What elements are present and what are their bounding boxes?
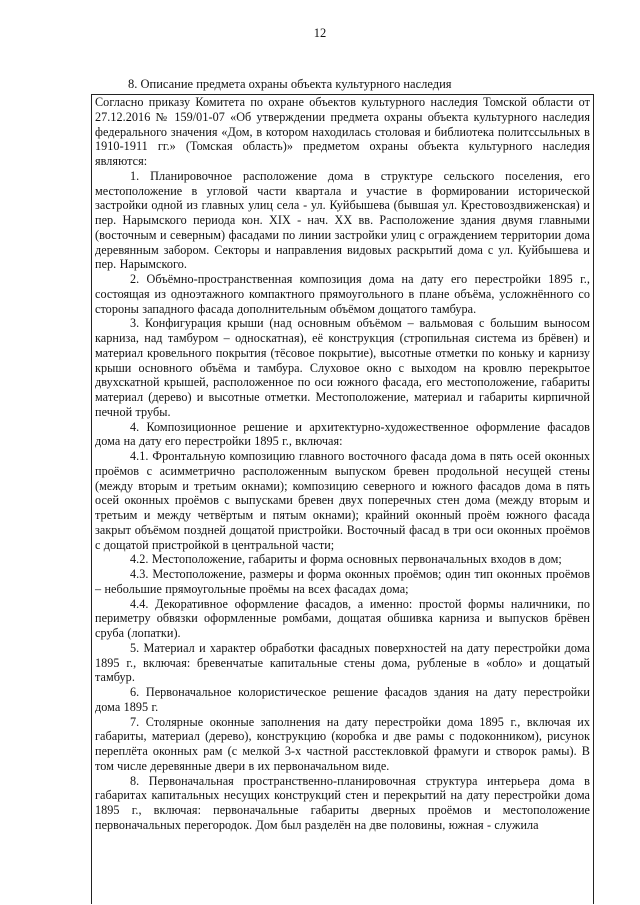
page-number: 12	[313, 26, 327, 40]
protection-subject-box	[91, 94, 594, 904]
paragraph-item-4-2: 4.2. Местоположение, габариты и форма основных первоначальных входов в дом;	[130, 552, 562, 567]
paragraph-item-4: 4. Композиционное решение и архитектурно-художественное оформление фасадов дома на дату его перестройки 1895 г., включая:	[95, 419, 590, 449]
intro-paragraph: Согласно приказу Комитета по охране объектов культурного наследия Томской области от 27.12.2016 № 159/01-07 «Об утверждении предмета охраны объекта культурного наследия федерального значения «Дом, в котором находилась столовая и библиотека политссыльных в 1910-1911 гг.» (Томская область)» предметом охраны объекта культурного наследия являются:	[95, 95, 590, 168]
paragraph-item-6: 6. Первоначальное колористическое решение фасадов здания на дату перестройки дома 1895 г.	[95, 685, 590, 714]
paragraph-item-8: 8. Первоначальная пространственно-планировочная структура интерьера дома в габаритах капитальных несущих конструкций стен и перекрытий на дату перестройки дома 1895 г., включая: первоначальные габариты дверных проёмов и местоположение первоначальных перегородок. Дом был разделён на две половины, южная - служила	[95, 773, 590, 832]
paragraph-item-1: 1. Планировочное расположение дома в структуре сельского поселения, его местоположение в угловой части квартала и участие в формировании исторической застройки одной из главных улиц села - ул. Куйбышева (бывшая ул. Крестовоздвиженская) и пер. Нарымского периода кон. XIX - нач. XX вв. Расположение здания двумя главными (восточным и северным) фасадами по линии застройки улиц с ограждением территории дома деревянным забором. Секторы и направления видовых раскрытий дома с ул. Куйбышева и пер. Нарымского.	[95, 168, 590, 272]
paragraph-item-4-3: 4.3. Местоположение, размеры и форма оконных проёмов; один тип оконных проёмов – небольшие прямоугольные проёмы на всех фасадах дома;	[95, 567, 590, 596]
paragraph-item-4-1: 4.1. Фронтальную композицию главного восточного фасада дома в пять осей оконных проёмов с асимметрично расположенным выпуском бревен продольной несущей стены (между вторым и третьим окнами); композицию северного и южного фасадов дома в пять осей оконных проёмов с выпусками бревен двух поперечных стен дома (между вторым и третьим и между четвёртым и пятым окнами); крайний оконный проём южного фасада закрыт объёмом поздней дощатой пристройки. Восточный фасад в три оси оконных проёмов с дощатой пристройкой в центральной части;	[95, 449, 590, 552]
paragraph-item-2: 2. Объёмно-пространственная композиция дома на дату его перестройки 1895 г., состоящая из одноэтажного компактного прямоугольного в плане объёма, усложнённого со стороны западного фасада дополнительным объёмом дощатого тамбура.	[95, 272, 590, 316]
paragraph-item-4-4: 4.4. Декоративное оформление фасадов, а именно: простой формы наличники, по периметру обвязки оформленные ромбами, дощатая обшивка карниза и выпусков брёвен сруба (лопатки).	[95, 596, 590, 640]
section-heading: 8. Описание предмета охраны объекта культурного наследия	[128, 77, 452, 91]
paragraph-item-5: 5. Материал и характер обработки фасадных поверхностей на дату перестройки дома 1895 г., включая: бревенчатые капитальные стены дома, рубленые в «обло» и дощатый тамбур.	[95, 640, 590, 685]
paragraph-item-3: 3. Конфигурация крыши (над основным объёмом – вальмовая с большим выносом карниза, над тамбуром – односкатная), её конструкция (стропильная система из брёвен) и материал кровельного покрытия (тёсовое покрытие), высотные отметки по коньку и карнизу крыши основного объёма и тамбура. Слуховое окно с выходом на кровлю перекрытое двухскатной крышей, расположенное по оси южного фасада, его местоположение, габариты материал (дерево) и высотные отметки. Местоположение, материал и габариты кирпичной печной трубы.	[95, 316, 590, 419]
paragraph-item-7: 7. Столярные оконные заполнения на дату перестройки дома 1895 г., включая их габариты, материал (дерево), конструкцию (коробка и две рамы с подоконником), рисунок переплёта оконных рам (с мелкой 3-х частной расстекловкой фрамуги и створок рамы). В том числе деревянные двери в их первоначальном виде.	[95, 714, 590, 773]
